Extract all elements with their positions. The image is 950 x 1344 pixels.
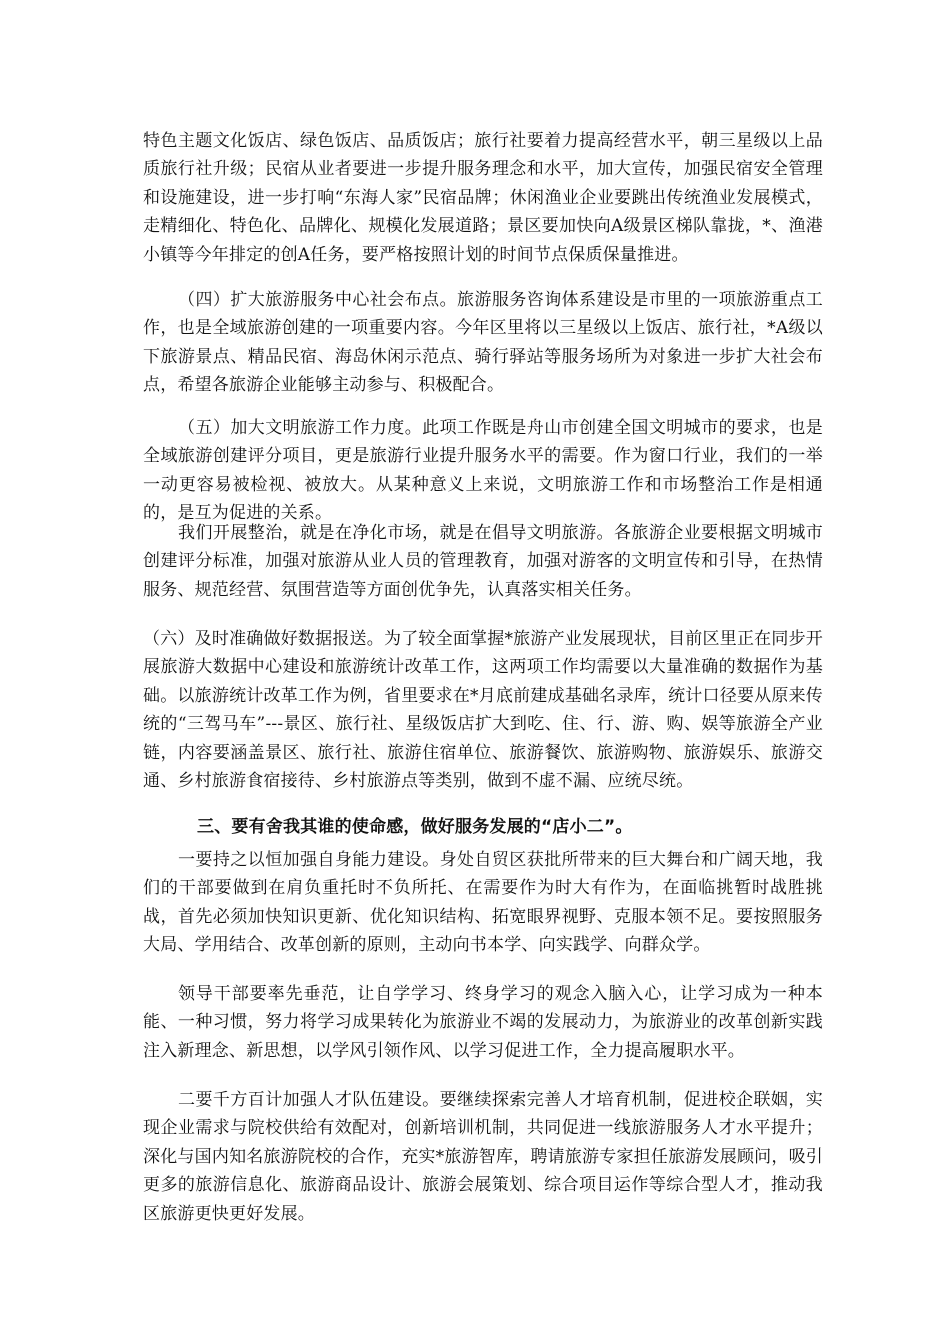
- paragraph-service-center: （四）扩大旅游服务中心社会布点。旅游服务咨询体系建设是市里的一项旅游重点工作，也是全域旅游创建的一项重要内容。今年区里将以三星级以上饭店、旅行社，*A级以下旅游景点、精品民宿、海岛休闲示范点、骑行驿站等服务场所为对象进一步扩大社会布点，希望各旅游企业能够主动参与、积极配合。: [143, 290, 823, 396]
- paragraph-hotel-upgrade: 特色主题文化饭店、绿色饭店、品质饭店；旅行社要着力提高经营水平，朝三星级以上品质旅行社升级；民宿从业者要进一步提升服务理念和水平，加大宣传，加强民宿安全管理和设施建设，进一步打响“东海人家”民宿品牌；休闲渔业企业要跳出传统渔业发展模式，走精细化、特色化、品牌化、规模化发展道路；景区要加快向A级景区梯队靠拢，*、渔港小镇等今年排定的创A任务，要严格按照计划的时间节点保质保量推进。: [143, 131, 823, 265]
- section-heading-three: 三、要有舍我其谁的使命感，做好服务发展的“店小二”。: [197, 817, 633, 837]
- paragraph-civilized-tourism: （五）加大文明旅游工作力度。此项工作既是舟山市创建全国文明城市的要求，也是全域旅游创建评分项目，更是旅游行业提升服务水平的需要。作为窗口行业，我们的一举一动更容易被检视、被放大。从某种意义上来说，文明旅游工作和市场整治工作是相通的，是互为促进的关系。: [143, 418, 823, 524]
- paragraph-leadership-learning: 领导干部要率先垂范，让自学学习、终身学习的观念入脑入心，让学习成为一种本能、一种习惯，努力将学习成果转化为旅游业不竭的发展动力，为旅游业的改革创新实践注入新理念、新思想，以学风引领作风、以学习促进工作，全力提高履职水平。: [143, 984, 823, 1061]
- paragraph-data-reporting: （六）及时准确做好数据报送。为了较全面掌握*旅游产业发展现状，目前区里正在同步开展旅游大数据中心建设和旅游统计改革工作，这两项工作均需要以大量准确的数据作为基础。以旅游统计改革工作为例，省里要求在*月底前建成基础名录库，统计口径要从原来传统的“三驾马车”---景区、旅行社、星级饭店扩大到吃、住、行、游、购、娱等旅游全产业链，内容要涵盖景区、旅行社、旅游住宿单位、旅游餐饮、旅游购物、旅游娱乐、旅游交通、乡村旅游食宿接待、乡村旅游点等类别，做到不虚不漏、应统尽统。: [143, 629, 823, 792]
- paragraph-capacity-building: 一要持之以恒加强自身能力建设。身处自贸区获批所带来的巨大舞台和广阔天地，我们的干部要做到在肩负重托时不负所托、在需要作为时大有作为，在面临挑暂时战胜挑战，首先必须加快知识更新、优化知识结构、拓宽眼界视野、克服本领不足。要按照服务大局、学用结合、改革创新的原则，主动向书本学、向实践学、向群众学。: [143, 850, 823, 956]
- paragraph-talent-building: 二要千方百计加强人才队伍建设。要继续探索完善人才培育机制，促进校企联姻，实现企业需求与院校供给有效配对，创新培训机制，共同促进一线旅游服务人才水平提升；深化与国内知名旅游院校的合作，充实*旅游智库，聘请旅游专家担任旅游发展顾问，吸引更多的旅游信息化、旅游商品设计、旅游会展策划、综合项目运作等综合型人才，推动我区旅游更快更好发展。: [143, 1090, 823, 1224]
- paragraph-market-rectification: 我们开展整治，就是在净化市场，就是在倡导文明旅游。各旅游企业要根据文明城市创建评分标准，加强对旅游从业人员的管理教育，加强对游客的文明宣传和引导，在热情服务、规范经营、氛围营造等方面创优争先，认真落实相关任务。: [143, 523, 823, 600]
